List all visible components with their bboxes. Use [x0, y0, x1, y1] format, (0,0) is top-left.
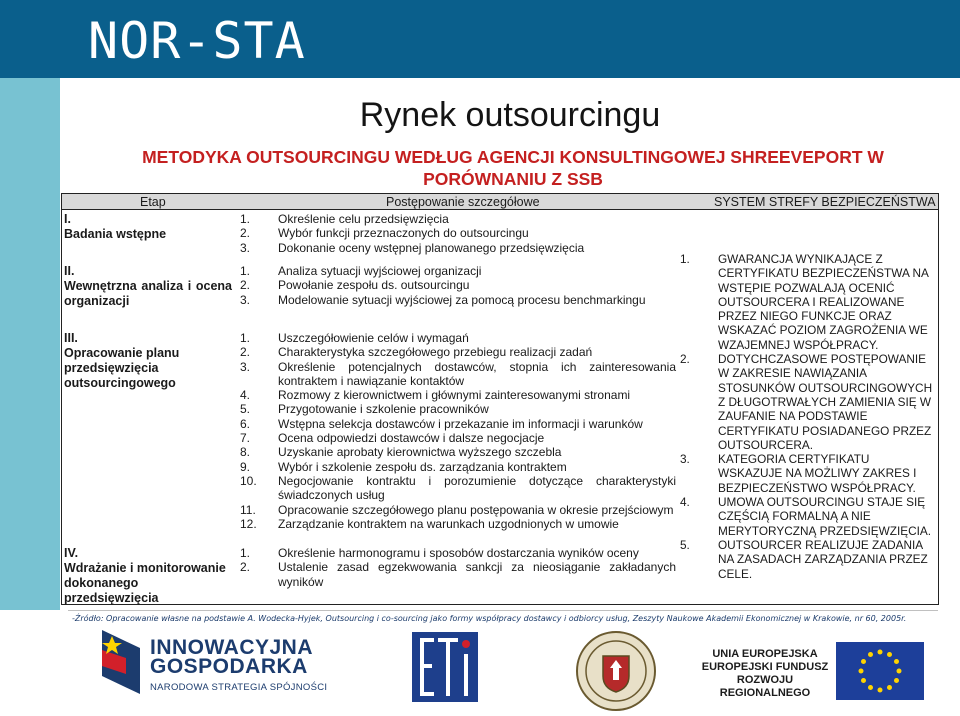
- step-item: [240, 474, 676, 503]
- system-item: [680, 252, 936, 352]
- ig-line-2: GOSPODARKA: [150, 655, 308, 678]
- stage-name: Wdrażanie i monitorowanie dokonanego przedsięwzięcia: [64, 561, 226, 605]
- brand-title: NOR-STA: [88, 12, 306, 70]
- step-text: Przygotowanie i szkolenie pracowników: [278, 402, 489, 417]
- step-text: Ocena odpowiedzi dostawców i dalsze negocjacje: [278, 431, 545, 446]
- step-number: 9.: [240, 459, 251, 474]
- stage-4-steps: [240, 546, 676, 589]
- step-item: [240, 503, 676, 517]
- step-text: Charakterystyka szczegółowego przebiegu realizacji zadań: [278, 345, 593, 360]
- step-number: 4.: [240, 388, 251, 403]
- step-number: 1.: [240, 212, 251, 226]
- ue-line-1: UNIA EUROPEJSKA: [712, 648, 818, 660]
- step-item: [240, 417, 676, 431]
- step-number: 3.: [240, 292, 251, 307]
- stage-number: IV.: [64, 546, 79, 560]
- step-number: 8.: [240, 445, 251, 460]
- step-text: Wybór funkcji przeznaczonych do outsourcingu: [278, 226, 529, 241]
- step-item: [240, 560, 676, 589]
- step-number: 1.: [240, 264, 251, 278]
- system-item-number: 1.: [680, 252, 690, 266]
- stage-1-steps: [240, 212, 676, 255]
- stage-2-steps: [240, 264, 676, 307]
- ig-line-1: INNOWACYJNA: [150, 636, 314, 659]
- step-item: [240, 226, 676, 240]
- system-item: [680, 495, 936, 538]
- step-item: [240, 360, 676, 389]
- header-stage: Etap: [140, 195, 166, 209]
- step-text: Uzyskanie aprobaty kierownictwa wyższego szczebla: [278, 445, 562, 460]
- step-number: 10.: [240, 473, 257, 488]
- system-item: [680, 538, 936, 581]
- system-item-number: 4.: [680, 495, 690, 510]
- step-number: 1.: [240, 331, 251, 345]
- step-text: Rozmowy z kierownictwem i głównymi zainteresowanymi stronami: [278, 388, 631, 403]
- step-text: Uszczegółowienie celów i wymagań: [278, 331, 469, 345]
- eti-logo: [412, 632, 478, 707]
- system-item: [680, 452, 936, 495]
- ue-line-2: EUROPEJSKI FUNDUSZ: [701, 661, 829, 673]
- step-item: [240, 388, 676, 402]
- system-item-number: 2.: [680, 352, 690, 367]
- step-item: [240, 345, 676, 359]
- step-text: Analiza sytuacji wyjściowej organizacji: [278, 264, 482, 278]
- system-item-text: KATEGORIA CERTYFIKATU WSKAZUJE NA MOŻLIWY ZAKRES I BEZPIECZEŃSTWO WSPÓŁPRACY.: [718, 452, 917, 495]
- step-item: [240, 445, 676, 459]
- step-item: [240, 241, 676, 255]
- stage-name: Wewnętrzna analiza i ocena organizacji: [64, 279, 232, 308]
- step-number: 3.: [240, 240, 251, 255]
- step-item: [240, 293, 676, 307]
- step-text: Zarządzanie kontraktem na warunkach uzgodnionych w umowie: [278, 516, 619, 531]
- system-item-number: 5.: [680, 537, 690, 552]
- methodology-table: [61, 193, 939, 605]
- step-number: 2.: [240, 226, 251, 241]
- step-text: Negocjowanie kontraktu i porozumienie dotyczące charakterystyki świadczonych usług: [278, 473, 676, 503]
- step-number: 3.: [240, 359, 251, 374]
- ue-line-3: ROZWOJU REGIONALNEGO: [719, 674, 811, 699]
- stage-number: III.: [64, 331, 78, 345]
- step-number: 2.: [240, 345, 251, 360]
- ig-logo-text: [150, 638, 313, 676]
- step-item: [240, 264, 676, 278]
- step-text: Określenie celu przedsięwzięcia: [278, 212, 449, 226]
- step-item: [240, 431, 676, 445]
- step-text: Opracowanie szczegółowego planu postępowania w okresie przejściowym: [278, 502, 674, 517]
- step-text: Określenie potencjalnych dostawców, stopnia ich zainteresowania kontraktem i nawiązanie kontaktów: [278, 359, 676, 388]
- table-header: [62, 194, 938, 210]
- step-item: [240, 517, 676, 531]
- step-text: Modelowanie sytuacji wyjściowej za pomocą procesu benchmarkingu: [278, 292, 646, 307]
- step-item: [240, 212, 676, 226]
- side-band: [0, 78, 60, 610]
- university-crest-logo: [575, 630, 657, 716]
- stage-4: [64, 546, 234, 606]
- step-text: Wstępna selekcja dostawców i przekazanie im informacji i warunków: [278, 416, 643, 431]
- slide-subtitle: METODYKA OUTSOURCINGU WEDŁUG AGENCJI KONSULTINGOWEJ SHREEVEPORT W PORÓWNANIU Z SSB: [142, 147, 884, 189]
- header-system: SYSTEM STREFY BEZPIECZEŃSTWA: [714, 195, 936, 209]
- slide-title: Rynek outsourcingu: [359, 96, 661, 134]
- step-number: 11.: [240, 502, 256, 517]
- stage-number: II.: [64, 264, 75, 278]
- source-citation: -Źródło: Opracowanie własne na podstawie A. Wodecka-Hyjek, Outsourcing i co-sourcing jako formy współpracy dostawcy i odbiorcy usług, Zeszyty Naukowe Akademii Ekonomicznej w Krakowie, nr 60, 2005r.: [72, 614, 907, 623]
- system-item-text: GWARANCJA WYNIKAJĄCE Z CERTYFIKATU BEZPIECZEŃSTWA NA WSTĘPIE POZWALAJĄ OCENIĆ OUTSOURCERA I REALIZOWANE PRZEZ NIEGO FUNKCJE ORAZ WSKAZAĆ POZIOM ZAGROŻENIA WE WZAJEMNEJ WSPÓŁPRACY.: [718, 252, 929, 352]
- stage-2: [64, 264, 232, 309]
- header-band: [0, 0, 960, 78]
- stage-name: Badania wstępne: [64, 227, 167, 241]
- ue-logo-text: [700, 648, 830, 700]
- system-item-number: 3.: [680, 452, 690, 467]
- step-text: Powołanie zespołu ds. outsourcingu: [278, 278, 470, 293]
- stage-number: I.: [64, 212, 71, 226]
- ig-logo-subtitle: NARODOWA STRATEGIA SPÓJNOŚCI: [150, 682, 328, 693]
- step-item: [240, 331, 676, 345]
- header-steps: Postępowanie szczegółowe: [386, 195, 540, 209]
- system-item-text: OUTSOURCER REALIZUJE ZADANIA NA ZASADACH ZARZĄDZANIA PRZEZ CELE.: [718, 537, 928, 581]
- eu-flag-icon: [836, 642, 924, 705]
- step-text: Określenie harmonogramu i sposobów dostarczania wyników oceny: [278, 546, 639, 560]
- step-number: 2.: [240, 278, 251, 293]
- step-item: [240, 460, 676, 474]
- step-number: 5.: [240, 402, 251, 417]
- step-text: Wybór i szkolenie zespołu ds. zarządzania kontraktem: [278, 459, 567, 474]
- stage-name: Opracowanie planu przedsięwzięcia outsourcingowego: [64, 346, 180, 390]
- stage-1: [64, 212, 234, 242]
- step-item: [240, 402, 676, 416]
- step-number: 7.: [240, 431, 251, 446]
- stage-3: [64, 331, 234, 391]
- step-text: Ustalenie zasad egzekwowania sankcji za nieosiąganie zakładanych wyników: [278, 560, 676, 589]
- step-number: 6.: [240, 416, 251, 431]
- stage-3-steps: [240, 331, 676, 531]
- step-number: 2.: [240, 560, 251, 575]
- step-text: Dokonanie oceny wstępnej planowanego przedsięwzięcia: [278, 240, 585, 255]
- step-item: [240, 546, 676, 560]
- system-item: [680, 352, 936, 452]
- innowacyjna-gospodarka-logo: [96, 628, 146, 703]
- step-number: 12.: [240, 516, 257, 531]
- system-item-text: DOTYCHCZASOWE POSTĘPOWANIE W ZAKRESIE NAWIĄZANIA STOSUNKÓW OUTSOURCINGOWYCH Z DŁUGOTRWAŁYCH ZAMIENIA SIĘ W ZAUFANIE NA PODSTAWIE CERTYFIKATU POSIADANEGO PRZEZ OUTSOURCERA.: [718, 352, 933, 452]
- security-system-list: [680, 252, 936, 581]
- step-item: [240, 278, 676, 292]
- system-item-text: UMOWA OUTSOURCINGU STAJE SIĘ CZĘŚCIĄ FORMALNĄ A NIE MERYTORYCZNĄ PRZEDSIĘWZIĘCIA.: [718, 495, 932, 538]
- step-number: 1.: [240, 546, 251, 560]
- source-divider: [68, 610, 938, 611]
